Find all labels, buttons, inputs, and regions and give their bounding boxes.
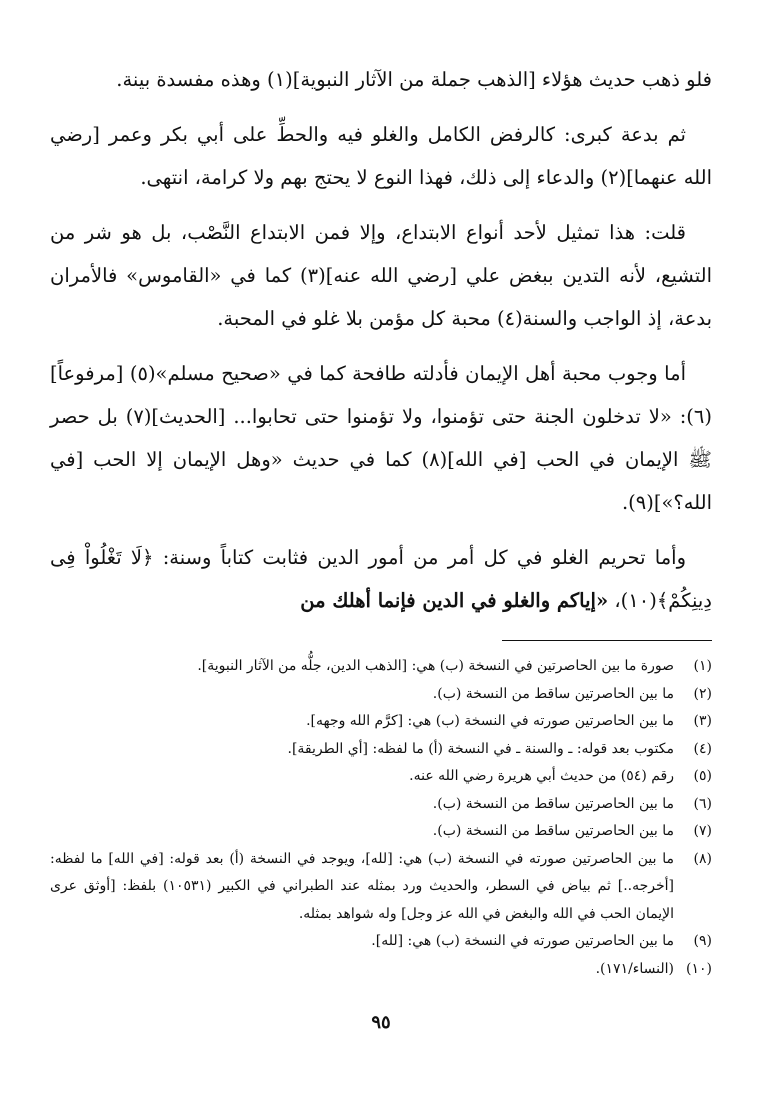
footnote-text: ما بين الحاصرتين صورته في النسخة (ب) هي: [كرَّم الله وجهه]. xyxy=(306,713,674,729)
footnote-item xyxy=(50,791,712,819)
paragraph-3: قلت: هذا تمثيل لأحد أنواع الابتداع، وإلا فمن الابتداع النَّصْب، بل هو شر من التشيع، لأنه التدين ببغض علي [رضي الله عنه](٣) كما في «القاموس» فالأمران بدعة، إذ الواجب والسنة(٤) محبة كل مؤمن بلا غلو في المحبة. xyxy=(50,221,712,330)
footnote-number: (٧) xyxy=(693,823,712,839)
footnote-divider-wrap xyxy=(50,640,712,641)
footnote-number: (٦) xyxy=(693,795,712,812)
footnote-number: (١٠) xyxy=(686,960,712,977)
footnote-number: (٤) xyxy=(693,740,712,757)
footnote-item xyxy=(50,653,712,681)
paragraph-5-bold-text: «إياكم والغلو في الدين فإنما أهلك من xyxy=(300,589,609,612)
footnote-item xyxy=(50,763,712,791)
paragraph-2: ثم بدعة كبرى: كالرفض الكامل والغلو فيه والحطِّ على أبي بكر وعمر [رضي الله عنهما](٢) والدعاء إلى ذلك، فهذا النوع لا يحتج بهم ولا كرامة، انتهى. xyxy=(50,123,712,189)
footnote-item xyxy=(50,818,712,846)
footnote-text: ما بين الحاصرتين ساقط من النسخة (ب). xyxy=(432,685,674,702)
footnote-number: (٢) xyxy=(693,685,712,702)
main-text xyxy=(50,58,712,622)
footnote-text: (النساء/١٧١). xyxy=(595,960,674,977)
footnote-item xyxy=(50,846,712,929)
footnote-item xyxy=(50,736,712,764)
paragraph-1: فلو ذهب حديث هؤلاء [الذهب جملة من الآثار النبوية](١) وهذه مفسدة بينة. xyxy=(116,68,712,91)
footnote-number: (٨) xyxy=(693,850,712,867)
paragraph-4: أما وجوب محبة أهل الإيمان فأدلته طافحة كما في «صحيح مسلم»(٥) [مرفوعاً](٦): «لا تدخلون الجنة حتى تؤمنوا، ولا تؤمنوا حتى تحابوا... [الحديث](٧) بل حصر ﷺ الإيمان في الحب [في الله](٨) كما في حديث «وهل الإيمان إلا الحب [في الله؟»](٩). xyxy=(50,362,712,514)
footnote-number: (٣) xyxy=(693,713,712,729)
footnote-text: مكتوب بعد قوله: ـ والسنة ـ في النسخة (أ) ما لفظه: [أي الطريقة]. xyxy=(287,740,674,757)
footnote-number: (٥) xyxy=(693,768,712,784)
footnote-item xyxy=(50,681,712,709)
footnote-text: رقم (٥٤) من حديث أبي هريرة رضي الله عنه. xyxy=(409,768,674,784)
footnote-text: ما بين الحاصرتين صورته في النسخة (ب) هي: [لله]. xyxy=(371,933,674,949)
footnote-item xyxy=(50,928,712,956)
footnote-text: ما بين الحاصرتين صورته في النسخة (ب) هي: [لله]، ويوجد في النسخة (أ) بعد قوله: [في الله] ما لفظه: [أخرجه..] ثم بياض في السطر، والحديث ورد بمثله عند الطبراني في الكبير (١٠٥٣١) بلفظ: [أوثق عرى الإيمان الحب في الله والبغض في الله عز وجل] وله شواهد بمثله. xyxy=(50,850,674,922)
footnote-text: ما بين الحاصرتين ساقط من النسخة (ب). xyxy=(432,795,674,812)
footnote-item xyxy=(50,708,712,736)
paragraph-5 xyxy=(50,536,712,622)
footnote-number: (٩) xyxy=(693,933,712,949)
footnote-text: ما بين الحاصرتين ساقط من النسخة (ب). xyxy=(432,823,674,839)
footnote-text: صورة ما بين الحاصرتين في النسخة (ب) هي: [الذهب الدين، جلُّه من الآثار النبوية]. xyxy=(197,658,674,674)
footnotes-list xyxy=(50,653,712,983)
footnote-divider xyxy=(502,640,712,641)
paragraph-5-text: وأما تحريم الغلو في كل أمر من أمور الدين فثابت كتاباً وسنة: ﴿لَا تَغْلُواْ فِى دِينِكُمْ﴾(١٠)، xyxy=(50,546,712,612)
page-number: ٩٥ xyxy=(371,1012,391,1033)
footnote-number: (١) xyxy=(693,658,712,674)
footnote-item xyxy=(50,956,712,984)
